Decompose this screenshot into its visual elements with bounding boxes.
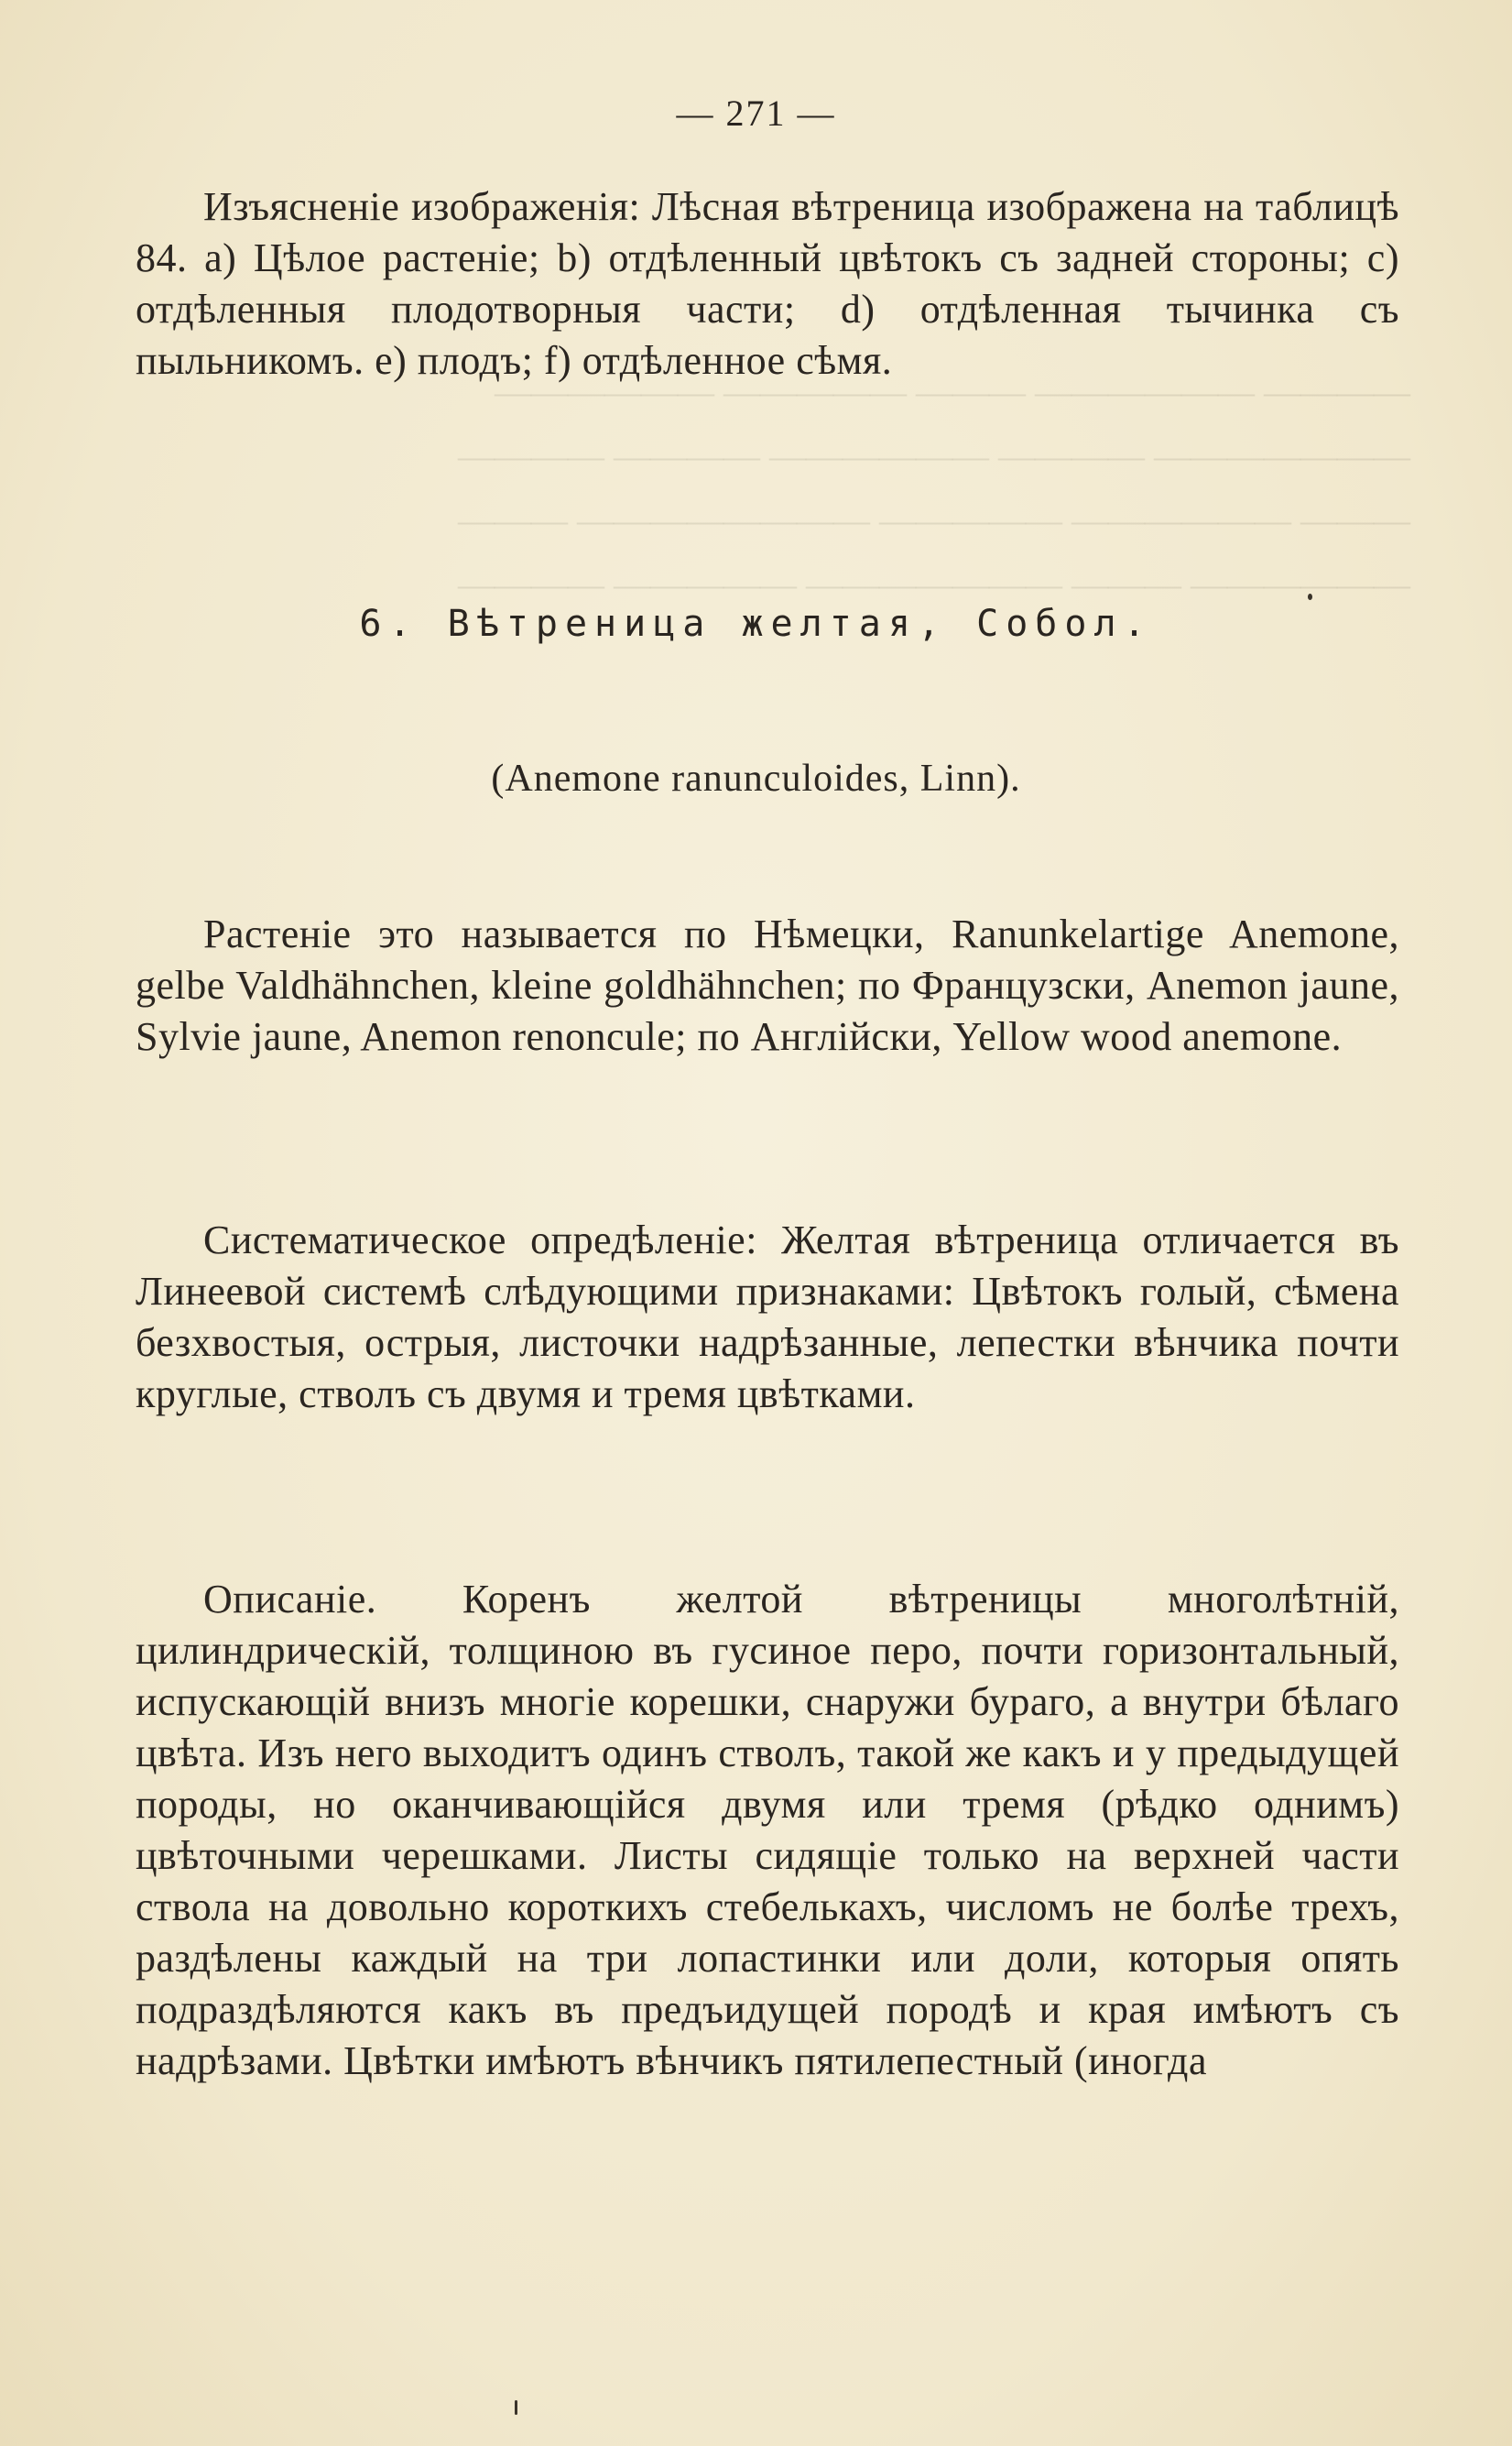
show-through-texture: ―――― ―――――― ――― ――――― ―――――― (495, 371, 1410, 412)
ink-speck (1308, 594, 1312, 600)
show-through-texture: ――――――― ―――― ―――――― ―――― ―――― (458, 435, 1410, 476)
illustration-paragraph: Изъясненіе изображенія: Лѣсная вѣтреница изображена на таблицѣ 84. a) Цѣлое растеніе; b) отдѣленный цвѣтокъ съ задней стороны; c) отдѣленныя плодотворныя части; d) отдѣленная тычинка съ пыльникомъ. e) плодъ; f) отдѣленное сѣмя. (136, 184, 1399, 383)
show-through-texture: ――― ―――――― ――――― ―――――――― ――― (458, 499, 1410, 541)
latin-name-subheading: (Anemone ranunculoides, Linn). (491, 758, 1021, 800)
systematic-paragraph: Систематическое опредѣленіе: Желтая вѣтреница отличается въ Линеевой системѣ слѣдующими признаками: Цвѣтокъ голый, сѣмена безхвостыя, острыя, листочки надрѣзанные, лепестки вѣнчика почти круглые, стволъ съ двумя и тремя цвѣтками. (136, 1218, 1399, 1416)
section-heading: 6. Вѣтреница желтая, Собол. (359, 603, 1153, 645)
description-paragraph: Описаніе. Коренъ желтой вѣтреницы многолѣтній, цилиндрическій, толщиною въ гусиное перо, почти горизонтальный, испускающій внизъ многіе корешки, снаружи бураго, а внутри бѣлаго цвѣта. Изъ него выходитъ одинъ стволъ, такой же какъ и у предыдущей породы, но оканчивающійся двумя или тремя (рѣдко однимъ) цвѣточными черешками. Листы сидящіе только на верхней части ствола на довольно короткихъ стебелькахъ, числомъ не болѣе трехъ, раздѣлены каждый на три лопастинки или доли, которыя опять подраздѣляются какъ въ предъидущей породѣ и края имѣютъ съ надрѣзами. Цвѣтки имѣютъ вѣнчикъ пятилепестный (иногда (136, 1577, 1399, 2083)
ink-speck (515, 2400, 517, 2415)
show-through-texture: ―――――― ――― ――――――― ――――― ―――― (458, 563, 1410, 605)
page-number: — 271 — (676, 93, 836, 134)
names-paragraph: Растеніе это называется по Нѣмецки, Ranunkelartige Anemone, gelbe Valdhähnchen, kleine goldhähnchen; по Французски, Anemon jaune, Sylvie jaune, Anemon renoncule; по Англійски, Yellow wood anemone. (136, 912, 1399, 1059)
